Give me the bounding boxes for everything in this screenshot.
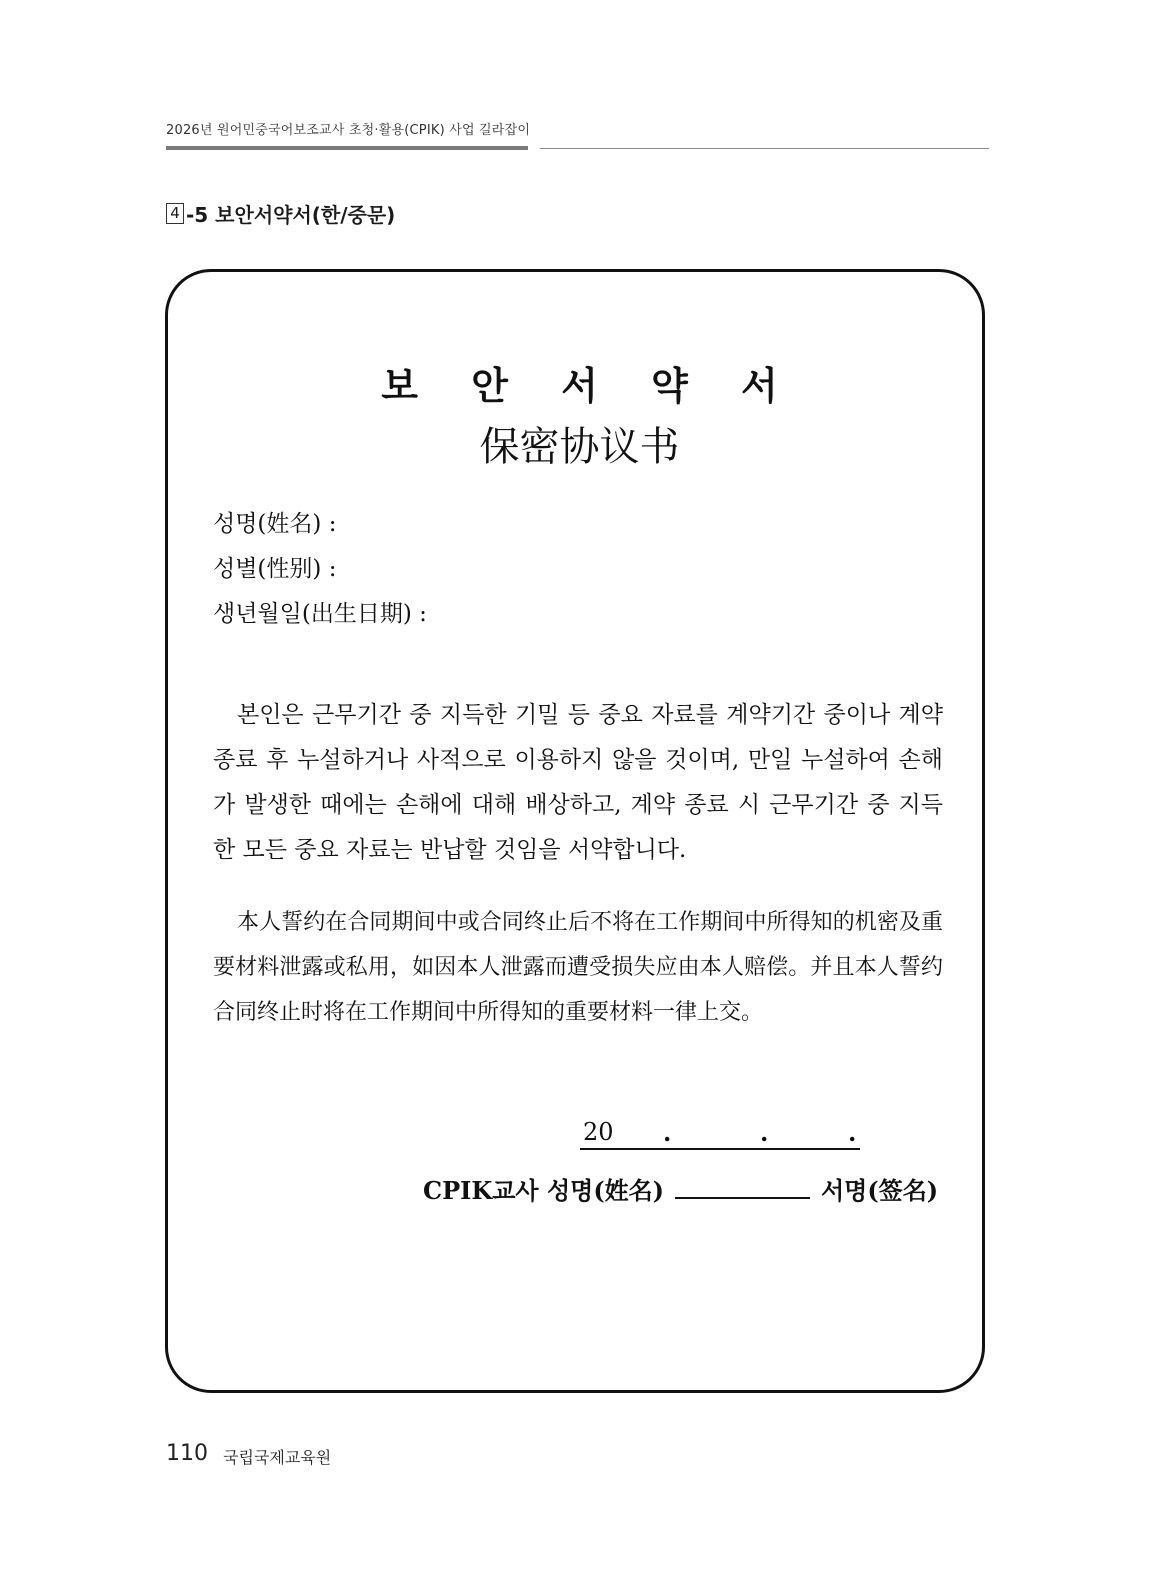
signer-name-label: CPIK교사 성명(姓名) xyxy=(423,1176,665,1205)
document-title-chinese: 保密协议书 xyxy=(479,424,680,470)
header-rule-thin xyxy=(540,148,989,149)
section-heading xyxy=(166,199,395,228)
page-number: 110 xyxy=(166,1441,208,1466)
footer-organization: 국립국제교육원 xyxy=(223,1448,332,1467)
signer-name-blank xyxy=(675,1197,810,1199)
field-birthdate: 생년월일(出生日期) : xyxy=(213,601,427,627)
field-name: 성명(姓名) : xyxy=(213,511,337,537)
date-line xyxy=(580,1118,860,1150)
section-heading-text: -5 보안서약서(한/중문) xyxy=(186,203,396,227)
date-dot-year: . xyxy=(663,1118,672,1147)
field-gender: 성별(性别) : xyxy=(213,556,337,582)
date-year-prefix: 20 xyxy=(583,1118,614,1146)
date-dot-day: . xyxy=(848,1118,857,1147)
signature-label: 서명(签名) xyxy=(821,1176,939,1205)
pledge-paragraph-korean: 본인은 근무기간 중 지득한 기밀 등 중요 자료를 계약기간 중이나 계약 종료 후 누설하거나 사적으로 이용하지 않을 것이며, 만일 누설하여 손해가 발생한 때에는 손해에 대해 배상하고, 계약 종료 시 근무기간 중 지득한 모든 중요 자료는 반납할 것임을 서약합니다. xyxy=(213,702,943,863)
section-number-box: 4 xyxy=(166,203,184,224)
pledge-paragraph-chinese: 本人誓约在合同期间中或合同终止后不将在工作期间中所得知的机密及重要材料泄露或私用，如因本人泄露而遭受损失应由本人赔偿。并且本人誓约合同终止时将在工作期间中所得知的重要材料一律上交。 xyxy=(213,910,943,1025)
date-dot-month: . xyxy=(760,1118,769,1147)
running-header: 2026년 원어민중국어보조교사 초청·활용(CPIK) 사업 길라잡이 xyxy=(166,123,531,138)
header-rule-thick xyxy=(166,146,528,150)
document-title-korean: 보 안 서 약 서 xyxy=(381,364,798,408)
